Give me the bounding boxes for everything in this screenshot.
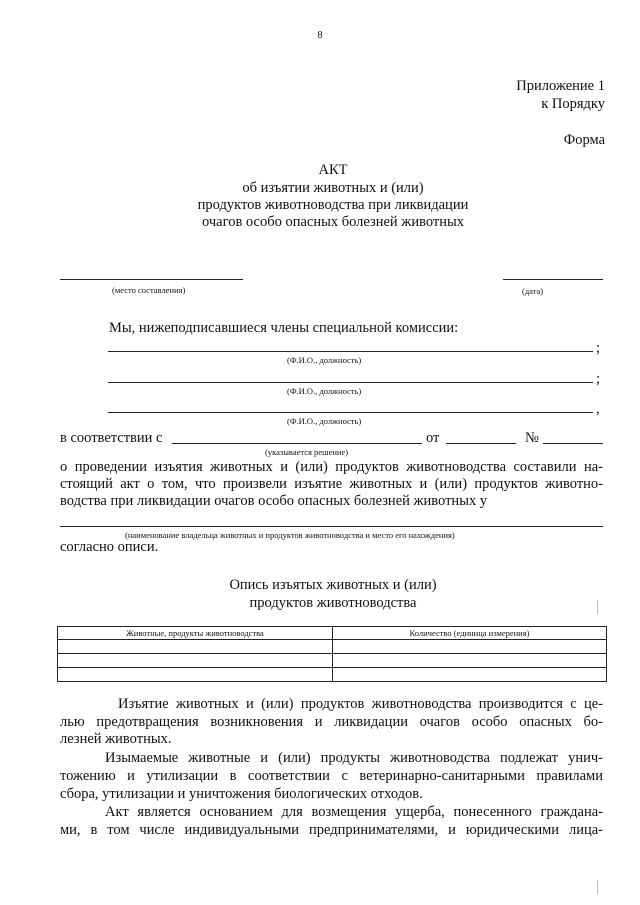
page-number: 8 <box>317 30 323 41</box>
para-2-line-3: сбора, утилизации и уничтожения биологических отходов. <box>60 786 423 802</box>
inventory-title-line-2: продуктов животноводства <box>249 595 417 611</box>
date-caption: (дата) <box>522 286 544 296</box>
decision-number-label: № <box>525 430 539 446</box>
para-1-line-1: Изъятие животных и (или) продуктов животноводства производится с це- <box>118 696 603 712</box>
place-caption: (место составления) <box>112 285 186 295</box>
para-2-line-2: тожению и утилизации в соответствии с ветеринарно-санитарными правилами <box>60 768 603 784</box>
table-cell[interactable] <box>58 668 333 682</box>
scan-mark <box>597 880 598 894</box>
appendix-line-1: Приложение 1 <box>516 78 605 94</box>
title-line-2: об изъятии животных и (или) <box>242 180 424 196</box>
column-header-animals: Животные, продукты животноводства <box>58 627 333 640</box>
owner-caption: (наименование владельца животных и продуктов животноводства и место его нахождения) <box>125 530 455 540</box>
para-2-line-1: Изымаемые животные и (или) продукты животноводства подлежат унич- <box>105 750 603 766</box>
table-header-row <box>58 627 607 640</box>
column-header-quantity: Количество (единица измерения) <box>333 627 607 640</box>
table-row <box>58 654 607 668</box>
inventory-title-line-1: Опись изъятых животных и (или) <box>229 577 437 593</box>
member-1-end: ; <box>596 340 601 356</box>
para-3-line-2: ми, в том числе индивидуальными предпринимателями, и юридическими лица- <box>60 822 603 838</box>
table-cell[interactable] <box>58 640 333 654</box>
body-line-2: стоящий акт о том, что произвели изъятие животных и (или) продуктов животно- <box>60 476 603 492</box>
member-1-field-line[interactable] <box>108 351 593 352</box>
para-3-line-1: Акт является основанием для возмещения ущерба, понесенного граждана- <box>105 804 603 820</box>
title-line-1: АКТ <box>318 162 348 178</box>
member-1-caption: (Ф.И.О., должность) <box>287 355 362 365</box>
date-field-line[interactable] <box>503 279 603 280</box>
table-row <box>58 668 607 682</box>
decision-prefix: в соответствии с <box>60 430 163 446</box>
member-2-field-line[interactable] <box>108 382 593 383</box>
table-row <box>58 640 607 654</box>
appendix-line-2: к Порядку <box>541 96 605 112</box>
decision-number-line[interactable] <box>543 443 603 444</box>
decision-caption: (указывается решение) <box>265 447 349 457</box>
inventory-table <box>57 626 607 682</box>
place-field-line[interactable] <box>60 279 243 280</box>
member-2-caption: (Ф.И.О., должность) <box>287 386 362 396</box>
owner-field-line[interactable] <box>60 526 603 527</box>
para-1-line-2: лью предотвращения возникновения и ликвидации очагов особо опасных бо- <box>60 714 603 730</box>
member-3-field-line[interactable] <box>108 412 593 413</box>
table-cell[interactable] <box>333 640 607 654</box>
member-3-end: , <box>596 401 600 417</box>
owner-after: согласно описи. <box>60 539 159 555</box>
para-1-line-3: лезней животных. <box>60 731 172 747</box>
commission-intro: Мы, нижеподписавшиеся члены специальной комиссии: <box>109 320 459 336</box>
table-cell[interactable] <box>333 668 607 682</box>
body-line-3: водства при ликвидации очагов особо опасных болезней животных у <box>60 493 488 509</box>
form-label: Форма <box>563 132 605 148</box>
title-line-3: продуктов животноводства при ликвидации <box>197 197 469 213</box>
table-cell[interactable] <box>333 654 607 668</box>
decision-date-line[interactable] <box>446 443 516 444</box>
decision-field-line[interactable] <box>172 443 422 444</box>
scan-mark <box>597 600 598 614</box>
decision-from-label: от <box>426 430 440 446</box>
member-3-caption: (Ф.И.О., должность) <box>287 416 362 426</box>
body-line-1: о проведении изъятия животных и (или) продуктов животноводства составили на- <box>60 459 603 475</box>
table-cell[interactable] <box>58 654 333 668</box>
member-2-end: ; <box>596 371 601 387</box>
title-line-4: очагов особо опасных болезней животных <box>202 214 464 230</box>
